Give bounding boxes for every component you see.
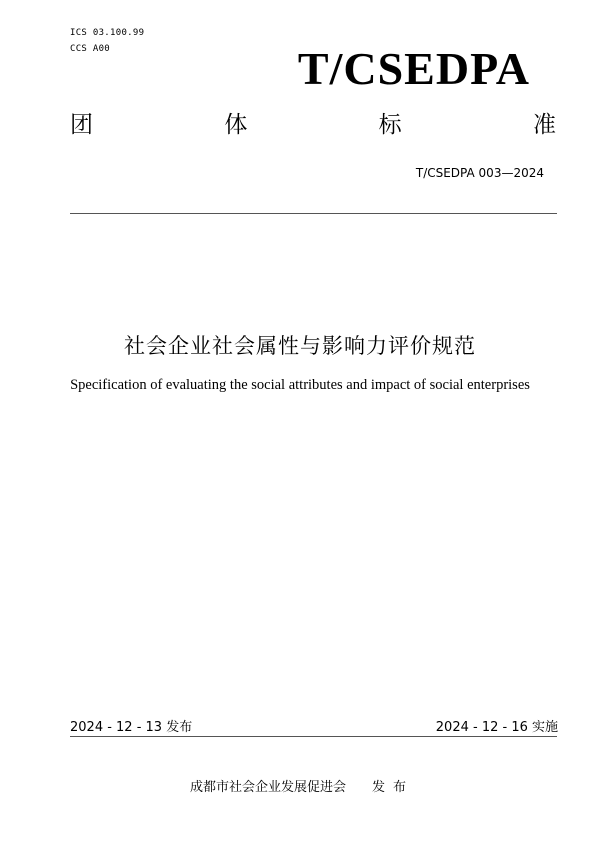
implement-date: 2024 - 12 - 16 实施 [435,720,558,735]
document-title-english: Specification of evaluating the social attributes and impact of social enterprises [70,377,530,393]
standard-type-char-2: 体 [224,112,248,138]
standard-type-char-3: 标 [378,112,402,138]
publish-date: 2024 - 12 - 13 发布 [70,720,193,735]
ccs-code: CCS A00 [70,44,111,54]
standard-type-label [70,114,556,137]
footer-divider [70,736,557,737]
standard-brand-code: T/CSEDPA [297,43,530,94]
publisher-line [190,776,414,795]
standard-type-char-4: 准 [532,112,556,138]
publisher-action: 发布 [372,780,415,795]
header-divider [70,213,557,214]
standard-type-char-1: 团 [70,112,93,138]
ics-code: ICS 03.100.99 [70,28,145,38]
standard-number: T/CSEDPA 003—2024 [415,166,544,180]
document-title-chinese: 社会企业社会属性与影响力评价规范 [124,334,476,358]
publisher-organization: 成都市社会企业发展促进会 [190,780,347,795]
